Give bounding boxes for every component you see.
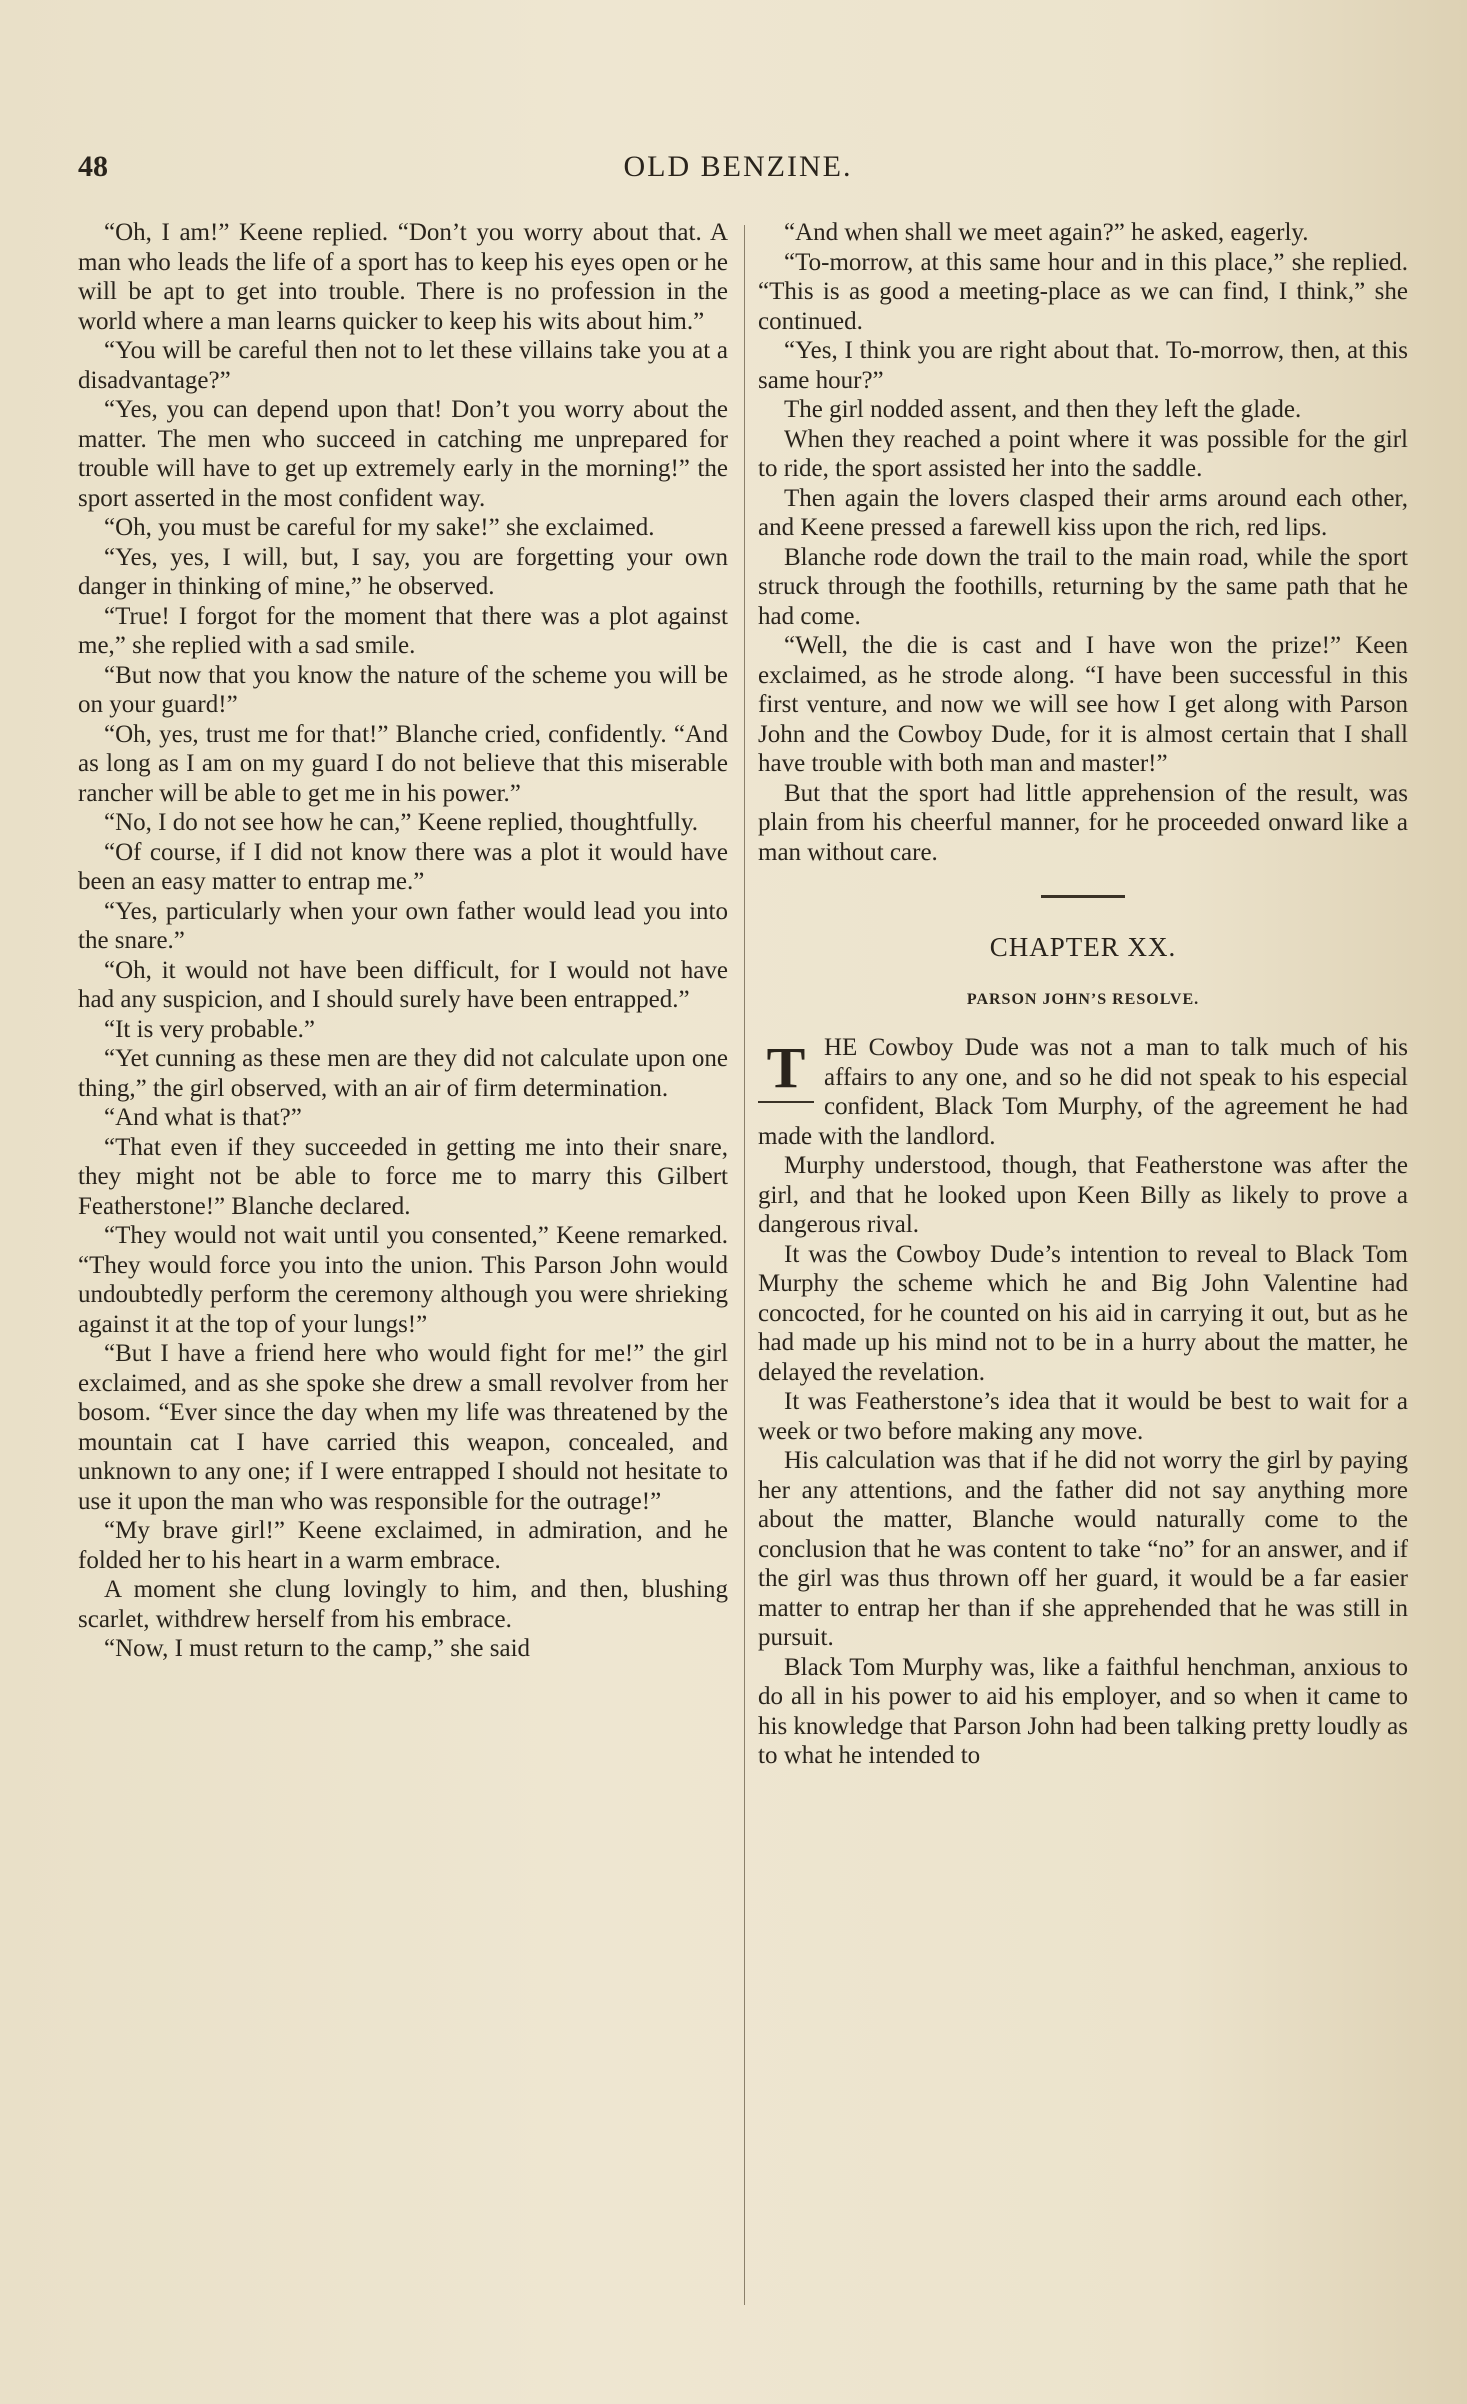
paragraph: His calculation was that if he did not worry the girl by paying her any attentions, and the father did not say anything more about the matter, Blanche would naturally come to the conclusion that he was content to take “no” for an answer, and if the girl was thus thrown off her guard, it would be a far easier matter to entrap her than if she apprehended that he was still in pursuit. (758, 1447, 1408, 1651)
paragraph: A moment she clung lovingly to him, and then, blushing scarlet, withdrew herself from his embrace. (78, 1576, 728, 1633)
paragraph: Blanche rode down the trail to the main road, while the sport struck through the foothills, returning by the same path that he had come. (758, 543, 1408, 630)
paragraph: “Oh, I am!” Keene replied. “Don’t you worry about that. A man who leads the life of a sport has to keep his eyes open or he will be apt to get into trouble. There is no profession in the world where a man learns quicker to keep his wits about him.” (78, 219, 728, 335)
paragraph: When they reached a point where it was possible for the girl to ride, the sport assisted her into the saddle. (758, 425, 1408, 482)
paragraph: “True! I forgot for the moment that there was a plot against me,” she replied with a sad smile. (78, 602, 728, 659)
paragraph: “Yes, particularly when your own father would lead you into the snare.” (78, 897, 728, 954)
drop-cap-letter: T (758, 1035, 814, 1103)
paragraph: “Well, the die is cast and I have won the prize!” Keen exclaimed, as he strode along. “I have been successful in this first venture, and now we will see how I get along with Parson John and the Cowboy Dude, for it is almost certain that I shall have trouble with both man and master!” (758, 632, 1408, 777)
paragraph: “Yet cunning as these men are they did not calculate upon one thing,” the girl observed, with an air of firm determination. (78, 1045, 728, 1102)
chapter-opening (758, 1033, 1408, 1151)
paragraph: But that the sport had little apprehension of the result, was plain from his cheerful manner, for he proceeded onward like a man without care. (758, 779, 1408, 866)
left-column (78, 218, 728, 2328)
paragraph: Black Tom Murphy was, like a faithful henchman, anxious to do all in his power to aid his employer, and so when it came to his knowledge that Parson John had been talking pretty loudly as to what he intended to (758, 1653, 1408, 1769)
paragraph: “Oh, you must be careful for my sake!” she exclaimed. (104, 514, 655, 541)
paragraph: “That even if they succeeded in getting me into their snare, they might not be able to force me to marry this Gilbert Featherstone!” Blanche declared. (78, 1133, 728, 1220)
paragraph: Then again the lovers clasped their arms around each other, and Keene pressed a farewell kiss upon the rich, red lips. (758, 484, 1408, 541)
paragraph: “You will be careful then not to let these villains take you at a disadvantage?” (78, 337, 728, 394)
paragraph: “They would not wait until you consented,” Keene remarked. “They would force you into the union. This Parson John would undoubtedly perform the ceremony although you were shrieking against it at the top of your lungs!” (78, 1222, 728, 1338)
paragraph: “Yes, I think you are right about that. To-morrow, then, at this same hour?” (758, 337, 1408, 394)
paragraph: It was Featherstone’s idea that it would be best to wait for a week or two before making any move. (758, 1388, 1408, 1445)
page-number: 48 (78, 150, 108, 183)
column-divider (744, 225, 745, 2305)
paragraph: “Oh, it would not have been difficult, for I would not have had any suspicion, and I should surely have been entrapped.” (78, 956, 728, 1013)
paragraph: “My brave girl!” Keene exclaimed, in admiration, and he folded her to his heart in a warm embrace. (78, 1517, 728, 1574)
paragraph: “No, I do not see how he can,” Keene replied, thoughtfully. (104, 809, 699, 836)
paragraph: “And when shall we meet again?” he asked, eagerly. (784, 219, 1309, 246)
running-title: OLD BENZINE. (623, 150, 853, 183)
paragraph: “It is very probable.” (104, 1015, 316, 1043)
paragraph: “But I have a friend here who would fight for me!” the girl exclaimed, and as she spoke she drew a small revolver from her bosom. “Ever since the day when my life was threatened by the mountain cat I have carried this weapon, concealed, and unknown to any one; if I were entrapped I should not hesitate to use it upon the man who was responsible for the outrage!” (78, 1340, 728, 1515)
paragraph: “Now, I must return to the camp,” she said (104, 1635, 531, 1662)
chapter-title: CHAPTER XX. (989, 932, 1177, 962)
section-divider (1041, 895, 1125, 898)
paragraph: “To-morrow, at this same hour and in this place,” she replied. “This is as good a meeting-place as we can find, I think,” she continued. (758, 248, 1408, 335)
paragraph: The girl nodded assent, and then they left the glade. (784, 396, 1302, 423)
paragraph: “Yes, yes, I will, but, I say, you are forgetting your own danger in thinking of mine,” he observed. (78, 543, 728, 600)
chapter-subtitle: PARSON JOHN’S RESOLVE. (966, 991, 1200, 1008)
paragraph: “And what is that?” (104, 1104, 302, 1131)
page-header (78, 150, 1398, 190)
paragraph: It was the Cowboy Dude’s intention to reveal to Black Tom Murphy the scheme which he and Big John Valentine had concocted, for he counted on his aid in carrying it out, but as he had made up his mind not to be in a hurry about the matter, he delayed the revelation. (758, 1240, 1408, 1386)
right-column (758, 218, 1408, 2328)
paragraph: “Of course, if I did not know there was a plot it would have been an easy matter to entrap me.” (78, 838, 728, 895)
paragraph: “Yes, you can depend upon that! Don’t you worry about the matter. The men who succeed in catching me unprepared for trouble will have to get up extremely early in the morning!” the sport asserted in the most confident way. (78, 396, 728, 512)
paragraph: “But now that you know the nature of the scheme you will be on your guard!” (78, 661, 728, 718)
paragraph: HE Cowboy Dude was not a man to talk much of his affairs to any one, and so he did not speak to his especial confident, Black Tom Murphy, of the agreement he had made with the landlord. (758, 1034, 1408, 1150)
paragraph: “Oh, yes, trust me for that!” Blanche cried, confidently. “And as long as I am on my guard I do not believe that this miserable rancher will be able to get me in his power.” (78, 720, 728, 807)
paragraph: Murphy understood, though, that Featherstone was after the girl, and that he looked upon Keen Billy as likely to prove a dangerous rival. (758, 1152, 1408, 1238)
